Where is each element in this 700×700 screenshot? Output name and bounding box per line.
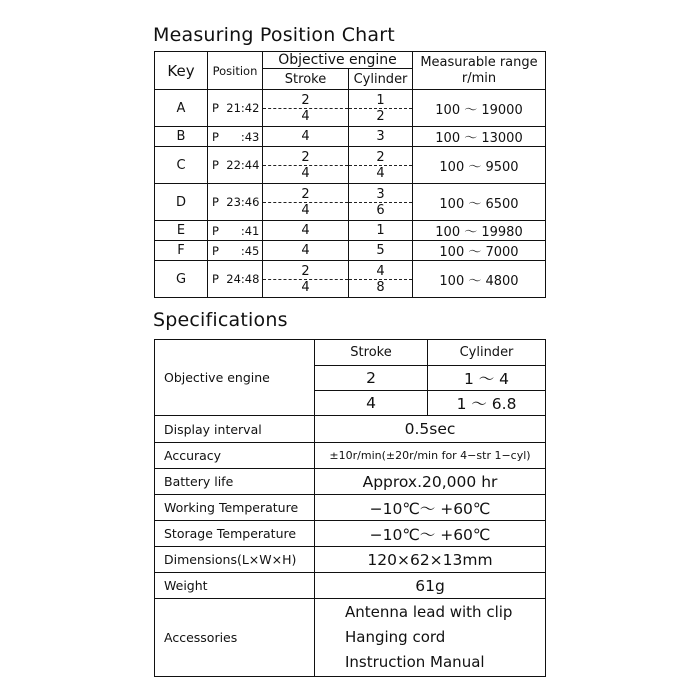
battery-life-label: Battery life bbox=[155, 469, 315, 495]
spec-stroke-4: 4 bbox=[315, 391, 428, 416]
spec-cylinder-header: Cylinder bbox=[428, 340, 546, 366]
chart-row bbox=[155, 90, 546, 127]
row-position: P 22:44 bbox=[208, 147, 263, 184]
row-stroke bbox=[263, 261, 349, 298]
row-key: A bbox=[155, 90, 208, 127]
row-stroke bbox=[263, 90, 349, 127]
row-position: P :43 bbox=[208, 127, 263, 147]
header-objective-engine: Objective engine bbox=[263, 52, 413, 69]
spec-cylinder-range-2: 1 ～ 6.8 bbox=[428, 391, 546, 416]
stroke-numerator: 2 bbox=[263, 93, 348, 109]
cylinder-numerator: 3 bbox=[349, 187, 412, 203]
header-key: Key bbox=[155, 52, 208, 90]
row-position: P 24:48 bbox=[208, 261, 263, 298]
accessory-item: Hanging cord bbox=[345, 628, 446, 646]
row-range: 100 ～ 13000 bbox=[413, 127, 546, 147]
cylinder-numerator: 4 bbox=[349, 264, 412, 280]
accessories-list bbox=[315, 599, 546, 677]
accessories-label: Accessories bbox=[155, 599, 315, 677]
chart-row bbox=[155, 127, 546, 147]
cylinder-denominator: 6 bbox=[376, 202, 385, 218]
row-position: P 23:46 bbox=[208, 184, 263, 221]
stroke-numerator: 2 bbox=[263, 187, 348, 203]
working-temperature-label: Working Temperature bbox=[155, 495, 315, 521]
row-key: F bbox=[155, 241, 208, 261]
dimensions-label: Dimensions(L×W×H) bbox=[155, 547, 315, 573]
spec-cylinder-range-1: 1 ～ 4 bbox=[428, 366, 546, 391]
header-measurable-range bbox=[413, 52, 546, 90]
stroke-denominator: 4 bbox=[301, 202, 310, 218]
row-key: E bbox=[155, 221, 208, 241]
range-label: Measurable range bbox=[420, 54, 538, 70]
cylinder-numerator: 2 bbox=[349, 150, 412, 166]
battery-life-value: Approx.20,000 hr bbox=[315, 469, 546, 495]
weight-label: Weight bbox=[155, 573, 315, 599]
working-temperature-value: −10℃～ +60℃ bbox=[315, 495, 546, 521]
weight-value: 61g bbox=[315, 573, 546, 599]
row-cylinder: 5 bbox=[349, 241, 413, 261]
stroke-numerator: 2 bbox=[263, 264, 348, 280]
specifications-table bbox=[154, 339, 546, 677]
accuracy-label: Accuracy bbox=[155, 443, 315, 469]
spec-stroke-2: 2 bbox=[315, 366, 428, 391]
display-interval-value: 0.5sec bbox=[315, 416, 546, 443]
objective-engine-label: Objective engine bbox=[155, 340, 315, 416]
stroke-denominator: 4 bbox=[301, 279, 310, 295]
cylinder-denominator: 4 bbox=[376, 165, 385, 181]
chart-row bbox=[155, 147, 546, 184]
chart-title: Measuring Position Chart bbox=[153, 24, 395, 46]
storage-temperature-value: −10℃～ +60℃ bbox=[315, 521, 546, 547]
row-stroke: 4 bbox=[263, 241, 349, 261]
stroke-denominator: 4 bbox=[301, 108, 310, 124]
accessory-item: Instruction Manual bbox=[345, 653, 485, 671]
row-cylinder: 3 bbox=[349, 127, 413, 147]
row-key: D bbox=[155, 184, 208, 221]
row-cylinder bbox=[349, 147, 413, 184]
row-stroke bbox=[263, 184, 349, 221]
row-key: G bbox=[155, 261, 208, 298]
row-position: P :45 bbox=[208, 241, 263, 261]
row-position: P :41 bbox=[208, 221, 263, 241]
display-interval-label: Display interval bbox=[155, 416, 315, 443]
dimensions-value: 120×62×13mm bbox=[315, 547, 546, 573]
accessory-item: Antenna lead with clip bbox=[345, 603, 513, 621]
row-stroke: 4 bbox=[263, 127, 349, 147]
row-key: C bbox=[155, 147, 208, 184]
row-key: B bbox=[155, 127, 208, 147]
storage-temperature-label: Storage Temperature bbox=[155, 521, 315, 547]
row-position: P 21:42 bbox=[208, 90, 263, 127]
spec-stroke-header: Stroke bbox=[315, 340, 428, 366]
chart-row bbox=[155, 184, 546, 221]
cylinder-denominator: 2 bbox=[376, 108, 385, 124]
header-position: Position bbox=[208, 52, 263, 90]
row-range: 100 ～ 19980 bbox=[413, 221, 546, 241]
accuracy-value: ±10r/min(±20r/min for 4−str 1−cyl) bbox=[315, 443, 546, 469]
stroke-denominator: 4 bbox=[301, 165, 310, 181]
chart-row bbox=[155, 221, 546, 241]
cylinder-denominator: 8 bbox=[376, 279, 385, 295]
row-range: 100 ～ 19000 bbox=[413, 90, 546, 127]
stroke-numerator: 2 bbox=[263, 150, 348, 166]
measuring-position-table bbox=[154, 51, 546, 298]
row-range: 100 ～ 4800 bbox=[413, 261, 546, 298]
row-range: 100 ～ 9500 bbox=[413, 147, 546, 184]
chart-row bbox=[155, 241, 546, 261]
row-cylinder: 1 bbox=[349, 221, 413, 241]
row-cylinder bbox=[349, 184, 413, 221]
header-stroke: Stroke bbox=[263, 69, 349, 90]
row-stroke bbox=[263, 147, 349, 184]
chart-row bbox=[155, 261, 546, 298]
cylinder-numerator: 1 bbox=[349, 93, 412, 109]
row-range: 100 ～ 6500 bbox=[413, 184, 546, 221]
header-cylinder: Cylinder bbox=[349, 69, 413, 90]
row-range: 100 ～ 7000 bbox=[413, 241, 546, 261]
range-unit: r/min bbox=[461, 70, 497, 86]
row-stroke: 4 bbox=[263, 221, 349, 241]
row-cylinder bbox=[349, 261, 413, 298]
spec-title: Specifications bbox=[153, 309, 288, 331]
row-cylinder bbox=[349, 90, 413, 127]
